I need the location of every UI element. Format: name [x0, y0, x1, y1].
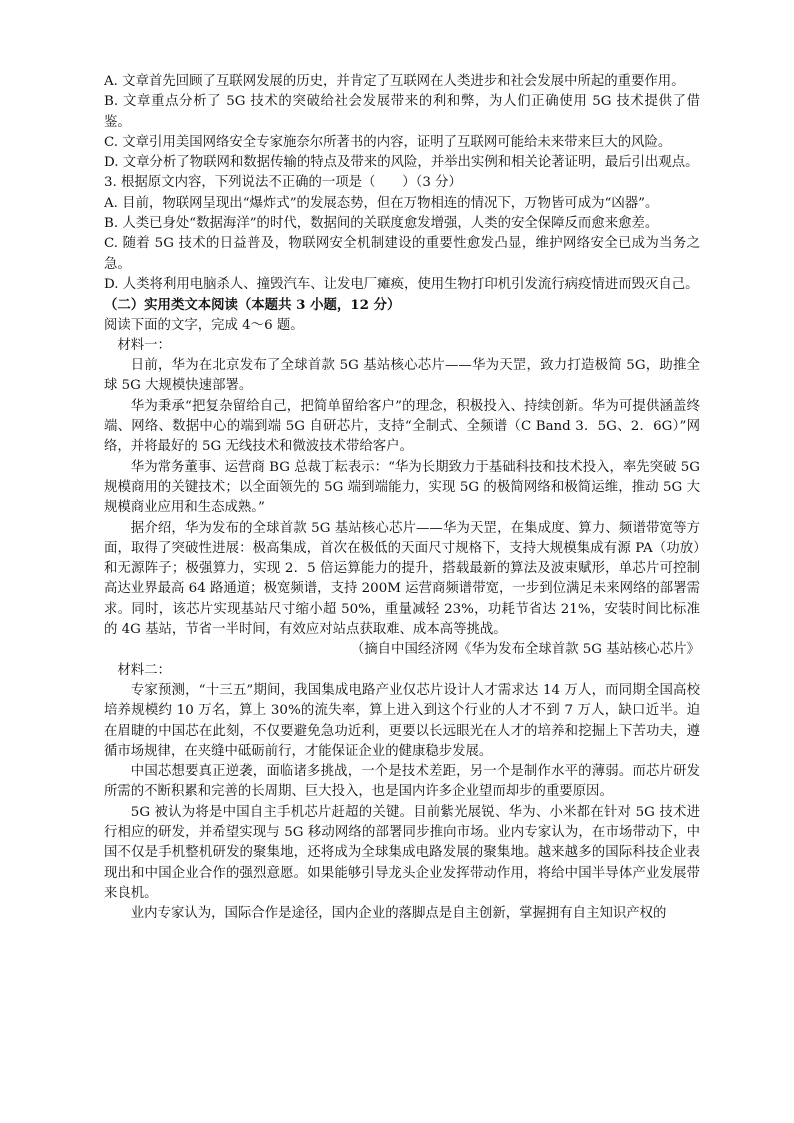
section-heading: （二）实用类文本阅读（本题共 3 小题，12 分）: [104, 297, 401, 314]
option-2a: A. 文章首先回顾了互联网发展的历史，并肯定了互联网在人类进步和社会发展中所起的重要作用。: [104, 74, 685, 89]
material-2-paragraph-1: 专家预测，“十三五”期间，我国集成电路产业仅芯片设计人才需求达 14 万人，而同期全国高校培养规模约 10 万名，算上 30%的流失率，算上进入到这个行业的人才不到 7 万人，缺口近半。迫在眉睫的中国芯在此刻，不仅要避免急功近利，更要以长远眼光在人才的培养和挖掘上下苦功夫，遵循市场规律，在夹缝中砥砺前行，才能保证企业的健康稳步发展。: [104, 682, 700, 759]
material-2-paragraph-2: 中国芯想要真正逆袭，面临诸多挑战，一个是技术差距，另一个是制作水平的薄弱。而芯片研发所需的不断积累和完善的长周期、巨大投入，也是国内许多企业望而却步的重要原因。: [104, 764, 700, 800]
option-3d: D. 人类将利用电脑杀人、撞毁汽车、让发电厂瘫痪，使用生物打印机引发流行病疫情进而毁灭自己。: [104, 276, 699, 292]
material-1-label: 材料一：: [117, 337, 171, 353]
material-2-paragraph-4: 业内专家认为，国际合作是途径，国内企业的落脚点是自主创新，掌握拥有自主知识产权的: [130, 906, 667, 922]
material-1-paragraph-4: 据介绍，华为发布的全球首款 5G 基站核心芯片——华为天罡，在集成度、算力、频谱带宽等方面，取得了突破性进展：极高集成，首次在极低的天面尺寸规格下，支持大规模集成有源 PA（功放）和无源阵子；极强算力，实现 2．5 倍运算能力的提升，搭载最新的算法及波束赋形，单芯片可控制高达业界最高 64 路通道；极宽频谱，支持 200M 运营商频谱带宽，一步到位满足未来网络的部署需求。同时，该芯片实现基站尺寸缩小超 50%，重量减轻 23%，功耗节省达 21%，安装时间比标准的 4G 基站，节省一半时间，有效应对站点获取难、成本高等挑战。: [104, 520, 700, 638]
material-1-paragraph-2: 华为秉承“把复杂留给自己，把简单留给客户”的理念，积极投入、持续创新。华为可提供涵盖终端、网络、数据中心的端到端 5G 自研芯片，支持“全制式、全频谱（C Band 3．5G、2．6G）”网络，并将最好的 5G 无线技术和微波技术带给客户。: [104, 398, 700, 455]
option-2d: D. 文章分析了物联网和数据传输的特点及带来的风险，并举出实例和相关论著证明，最后引出观点。: [104, 155, 699, 171]
material-2-label: 材料二：: [117, 662, 171, 678]
document-page: [104, 72, 700, 924]
option-2b: B. 文章重点分析了 5G 技术的突破给社会发展带来的利和弊，为人们正确使用 5G 技术提供了借鉴。: [104, 94, 700, 130]
material-1-paragraph-1: 日前，华为在北京发布了全球首款 5G 基站核心芯片——华为天罡，致力打造极简 5G，助推全球 5G 大规模快速部署。: [104, 358, 700, 394]
question-3-stem: 3. 根据原文内容，下列说法不正确的一项是（ ）（3 分）: [104, 175, 462, 191]
section-instruction: 阅读下面的文字，完成 4～6 题。: [104, 317, 304, 333]
option-2c: C. 文章引用美国网络安全专家施奈尔所著书的内容，证明了互联网可能给未来带来巨大的风险。: [104, 134, 672, 150]
option-3b: B. 人类已身处“数据海洋”的时代，数据间的关联度愈发增强，人类的安全保障反而愈来愈差。: [104, 216, 659, 232]
material-2-paragraph-3: 5G 被认为将是中国自主手机芯片赶超的关键。目前紫光展锐、华为、小米都在针对 5G 技术进行相应的研发，并希望实现与 5G 移动网络的部署同步推向市场。业内专家认为，在市场带动下，中国不仅是手机整机研发的聚集地，还将成为全球集成电路发展的聚集地。越来越多的国际科技企业表现出和中国企业合作的强烈意愿。如果能够引导龙头企业发挥带动作用，将给中国半导体产业发展带来良机。: [104, 804, 700, 901]
material-1-source: （摘自中国经济网《华为发布全球首款 5G 基站核心芯片》: [350, 642, 700, 658]
material-1-paragraph-3: 华为常务董事、运营商 BG 总裁丁耘表示：“华为长期致力于基础科技和技术投入，率先突破 5G 规模商用的关键技术；以全面领先的 5G 端到端能力，实现 5G 的极简网络和极简运维，推动 5G 大规模商业应用和生态成熟。”: [104, 459, 700, 516]
option-3a: A. 目前，物联网呈现出“爆炸式”的发展态势，但在万物相连的情况下，万物皆可成为“凶器”。: [104, 195, 659, 211]
option-3c: C. 随着 5G 技术的日益普及，物联网安全机制建设的重要性愈发凸显，维护网络安全已成为当务之急。: [104, 236, 700, 272]
